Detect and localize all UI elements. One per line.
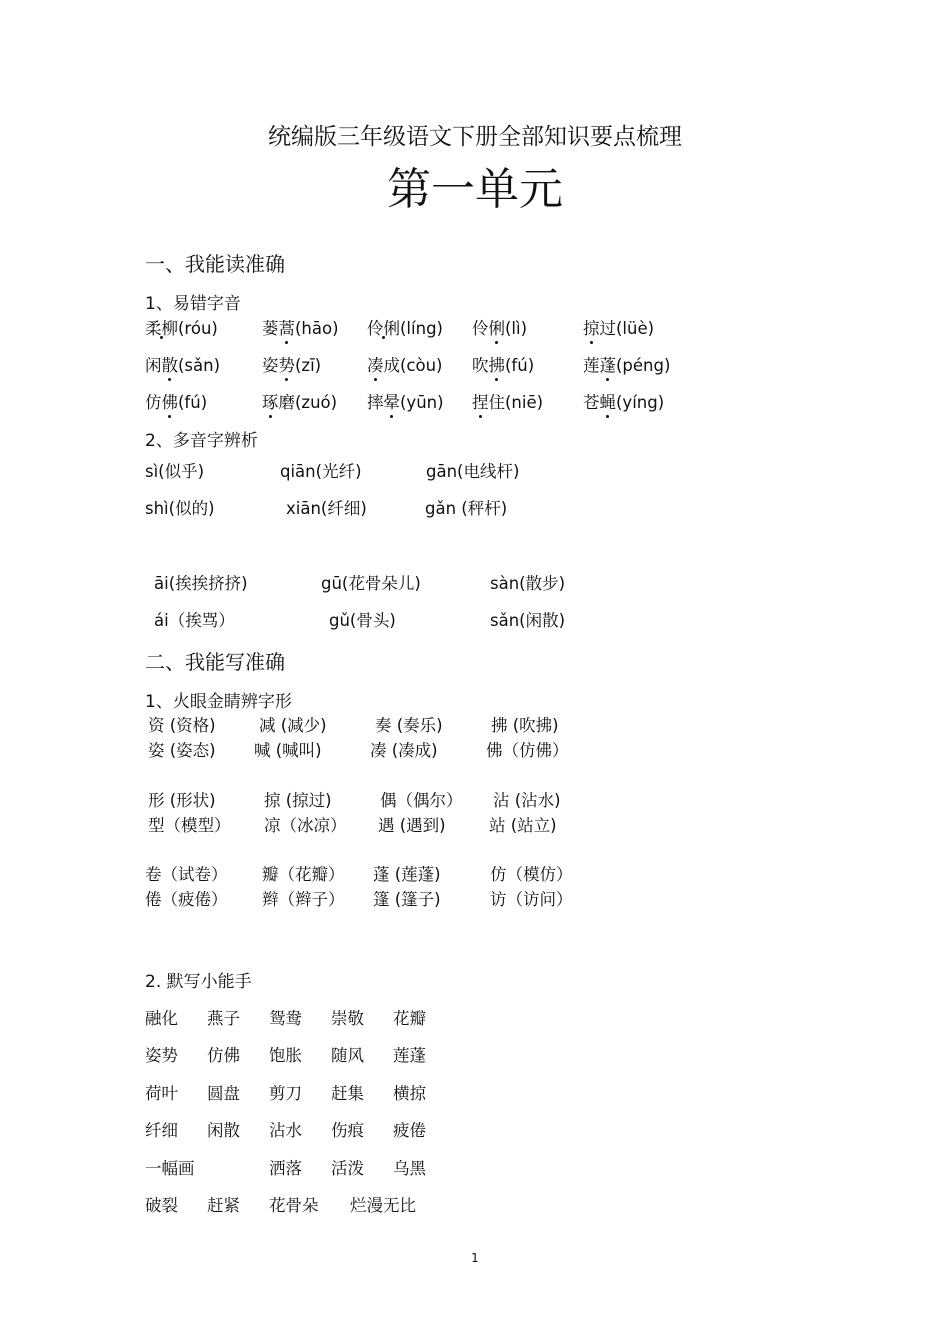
emphasis-dot-char: 凑: [367, 352, 384, 376]
pronunciation-word: [583, 352, 670, 376]
word-prefix: 伶: [367, 319, 384, 338]
word-prefix: 摔: [367, 393, 384, 412]
dictation-word: 姿势: [145, 1046, 178, 1066]
word-pinyin: (péng): [616, 356, 671, 375]
word-pinyin: (yūn): [400, 393, 444, 412]
word-pinyin: 住(niē): [488, 393, 544, 412]
char-form-pair: 沾 (沾水): [493, 791, 561, 810]
dictation-word: 花瓣: [393, 1009, 426, 1028]
dictation-word: 莲蓬: [393, 1046, 426, 1066]
emphasis-dot-char: 蒿: [279, 315, 296, 339]
emphasis-dot-char: 蝇: [600, 389, 617, 413]
emphasis-dot-char: 势: [279, 352, 296, 376]
word-prefix: 苍: [583, 393, 600, 412]
dictation-word: 鸳鸯: [269, 1009, 302, 1028]
char-form-pair: 喊 (喊叫): [254, 741, 322, 760]
polyphone-entry: sàn(散步): [490, 574, 566, 593]
dictation-word: 荷叶: [145, 1083, 178, 1103]
emphasis-dot-char: 蓬: [600, 352, 617, 376]
char-form-pair: 仿（模仿）: [490, 865, 573, 884]
char-form-pair: 蓬 (莲蓬): [373, 865, 441, 884]
pronunciation-word: [367, 389, 444, 413]
char-form-pair: 资 (资格): [148, 716, 216, 735]
emphasis-dot-char: 散: [162, 352, 179, 376]
char-form-pair: 凑 (凑成): [370, 741, 438, 760]
char-form-pair: 篷 (篷子): [373, 890, 441, 909]
char-form-pair: 姿 (姿态): [148, 741, 216, 760]
char-form-pair: 减 (减少): [259, 716, 327, 735]
dictation-word: 花骨朵: [269, 1196, 319, 1215]
word-pinyin: (zī): [295, 356, 322, 375]
word-prefix: 闲: [145, 356, 162, 375]
dictation-word: 崇敬: [331, 1009, 364, 1028]
char-form-pair: 站 (站立): [489, 816, 557, 835]
word-pinyin: (yíng): [616, 393, 665, 412]
page-number: 1: [471, 1251, 479, 1265]
dictation-word: 圆盘: [207, 1083, 240, 1103]
char-form-pair: 型（模型）: [148, 816, 231, 835]
dictation-word: 随风: [331, 1046, 364, 1066]
word-prefix: 伶: [472, 319, 489, 338]
word-prefix: 柔: [145, 319, 162, 338]
polyphone-entry: āi(挨挨挤挤): [154, 574, 248, 593]
char-form-pair: 拂 (吹拂): [491, 716, 559, 735]
char-form-pair: 形 (形状): [148, 791, 216, 810]
emphasis-dot-char: 捏: [472, 389, 489, 413]
dictation-word: 赶集: [331, 1083, 364, 1103]
char-form-pair: 佛（仿佛）: [486, 741, 569, 760]
pronunciation-word: [262, 389, 337, 413]
polyphone-entry: sǎn(闲散): [490, 611, 566, 630]
pronunciation-word: [367, 352, 443, 376]
dictation-word: 横掠: [393, 1083, 426, 1103]
pronunciation-word: [472, 315, 527, 339]
pronunciation-word: [583, 389, 664, 413]
word-prefix: 吹: [472, 356, 489, 375]
polyphone-entry: qiān(光纤): [280, 462, 362, 481]
word-prefix: 蒌: [262, 319, 279, 338]
word-prefix: 仿: [145, 393, 162, 412]
pronunciation-word: [472, 352, 534, 376]
pronunciation-word: [583, 315, 654, 339]
char-form-pair: 凉（冰凉）: [264, 816, 347, 835]
word-pinyin: (fú): [505, 356, 535, 375]
subsection-heading-polyphone: 2、多音字辨析: [145, 431, 258, 451]
polyphone-entry: gǎn (秤杆): [425, 499, 508, 518]
pronunciation-word: [472, 389, 543, 413]
dictation-word: 仿佛: [207, 1046, 240, 1066]
subsection-heading-dictation: 2. 默写小能手: [145, 972, 252, 992]
char-form-pair: 瓣（花瓣）: [262, 865, 345, 884]
dictation-word: 纤细: [145, 1121, 178, 1141]
word-pinyin: (lì): [505, 319, 528, 338]
dictation-word: 洒落: [269, 1158, 302, 1178]
pronunciation-word: [145, 389, 207, 413]
polyphone-entry: shì(似的): [145, 499, 215, 518]
char-form-pair: 奏 (奏乐): [375, 716, 443, 735]
dictation-word: 燕子: [207, 1009, 240, 1028]
polyphone-entry: sì(似乎): [145, 462, 205, 481]
char-form-pair: 倦（疲倦）: [145, 890, 228, 909]
word-pinyin: 过(lüè): [599, 319, 655, 338]
word-pinyin: (hāo): [295, 319, 339, 338]
dictation-word: 剪刀: [269, 1083, 302, 1103]
char-form-pair: 访（访问）: [490, 890, 573, 909]
pronunciation-word: [145, 315, 218, 339]
subsection-heading-pronunciation: 1、易错字音: [145, 294, 241, 314]
emphasis-dot-char: 拂: [489, 352, 506, 376]
dictation-word: 乌黑: [393, 1158, 426, 1178]
char-form-pair: 掠 (掠过): [264, 791, 332, 810]
emphasis-dot-char: 佛: [162, 389, 179, 413]
emphasis-dot-char: 琢: [262, 389, 279, 413]
dictation-word: 疲倦: [393, 1121, 426, 1141]
dictation-word: 饱胀: [269, 1046, 302, 1066]
word-prefix: 姿: [262, 356, 279, 375]
emphasis-dot-char: 俐: [489, 315, 506, 339]
word-pinyin: (sǎn): [178, 356, 221, 375]
document-title: 统编版三年级语文下册全部知识要点梳理: [268, 124, 682, 150]
polyphone-entry: gǔ(骨头): [329, 611, 396, 630]
subsection-heading-char-forms: 1、火眼金睛辨字形: [145, 692, 292, 712]
word-pinyin: 俐(líng): [383, 319, 443, 338]
unit-title: 第一单元: [387, 164, 563, 215]
word-prefix: 莲: [583, 356, 600, 375]
word-pinyin: 磨(zuó): [278, 393, 338, 412]
word-pinyin: 柳(róu): [161, 319, 218, 338]
char-form-pair: 偶（偶尔）: [380, 791, 463, 810]
emphasis-dot-char: 晕: [384, 389, 401, 413]
dictation-word: 烂漫无比: [350, 1196, 416, 1215]
dictation-word: 融化: [145, 1009, 178, 1028]
dictation-word: 活泼: [331, 1158, 364, 1178]
polyphone-entry: ái（挨骂）: [154, 611, 235, 630]
word-pinyin: (fú): [178, 393, 208, 412]
pronunciation-word: [145, 352, 220, 376]
polyphone-entry: gān(电线杆): [426, 462, 520, 481]
pronunciation-word: [367, 315, 443, 339]
emphasis-dot-char: 掠: [583, 315, 600, 339]
section-heading-write: 二、我能写准确: [145, 650, 285, 674]
section-heading-read: 一、我能读准确: [145, 252, 285, 276]
dictation-word: 伤痕: [331, 1121, 364, 1141]
char-form-pair: 卷（试卷）: [145, 865, 228, 884]
dictation-word: 破裂: [145, 1196, 178, 1215]
dictation-word: 一幅画: [145, 1158, 195, 1178]
polyphone-entry: gū(花骨朵儿): [321, 574, 421, 593]
word-pinyin: 成(còu): [383, 356, 443, 375]
dictation-word: 闲散: [207, 1121, 240, 1141]
pronunciation-word: [262, 315, 339, 339]
dictation-word: 沾水: [269, 1121, 302, 1141]
polyphone-entry: xiān(纤细): [286, 499, 367, 518]
char-form-pair: 遇 (遇到): [378, 816, 446, 835]
char-form-pair: 辫（辫子）: [262, 890, 345, 909]
pronunciation-word: [262, 352, 321, 376]
dictation-word: 赶紧: [207, 1196, 240, 1215]
